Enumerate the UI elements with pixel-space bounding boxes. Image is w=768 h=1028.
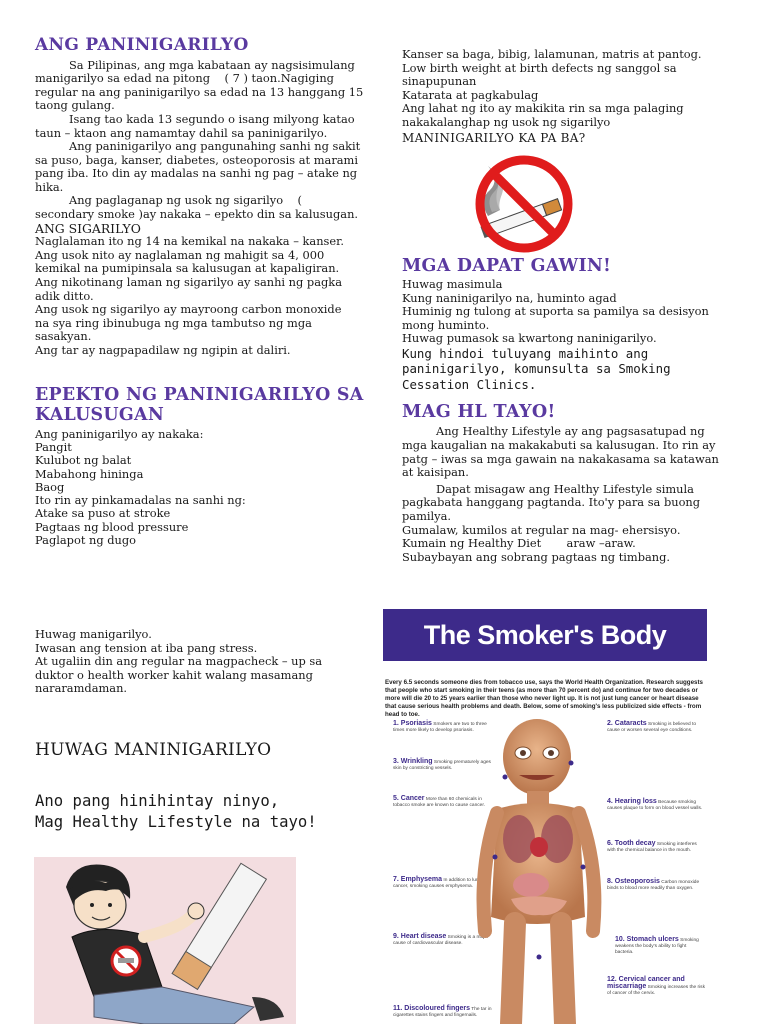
poster-intro: Every 6.5 seconds someone dies from tobacco use, says the World Health Organization. Research suggests that people who start smoking in their teens (as more than 70 percent do) and continue for two decades or more will die 20 to 25 years earlier than those who never light up. It is not just lung cancer or heart disease that cause serious health problems and death. Below, some of smoking's less publicized side effects - from head to toe.	[385, 679, 703, 718]
right-column-top	[402, 48, 742, 145]
heading-huwag-maninigarilyo: HUWAG MANINIGARILYO	[35, 740, 272, 760]
paragraph-cancers: Kanser sa baga, bibig, lalamunan, matris at pantog. Low birth weight at birth defects ng sanggol sa sinapupunan Katarata at pagkabulag Ang lahat ng ito ay makikita rin sa mga palaging nakakalanghap ng usok ng sigarilyo	[402, 47, 702, 129]
list-effects: Ang paninigarilyo ay nakaka: Pangit Kulubot ng balat Mabahong hininga Baog Ito rin ay pinkamadalas na sanhi ng: Atake sa puso at stroke Pagtaas ng blood pressure Paglapot ng dugo	[35, 426, 246, 547]
section-title-dapat-gawin: MGA DAPAT GAWIN!	[402, 256, 612, 276]
paragraph-secondhand: Ang paglaganap ng usok ng sigarilyo ( secondary smoke )ay nakaka – epekto din sa kalusugan.	[35, 193, 359, 222]
closing-block	[35, 791, 375, 833]
poster-item: 5. Cancer More than 60 chemicals in tobacco smoke are known to cause cancer.	[393, 795, 485, 808]
paragraph-deaths: Isang tao kada 13 segundo o isang milyong katao taun – ktaon ang namamtay dahil sa paninigarilyo.	[35, 111, 355, 140]
advice-block	[35, 628, 375, 696]
list-dapat-gawin: Huwag masimula Kung naninigarilyo na, huminto agad Huminig ng tulong at suporta sa pamilya sa desisyon mong huminto. Huwag pumasok sa kwartong naninigarilyo.	[402, 277, 709, 346]
poster-item: 3. Wrinkling Smoking prematurely ages skin by constricting vessels.	[393, 758, 491, 771]
subheading-sigarilyo: ANG SIGARILYO	[35, 220, 141, 236]
no-smoking-sign-icon	[470, 152, 574, 256]
huwag-heading	[35, 740, 375, 760]
paragraph-dapat-misagaw: Dapat misagaw ang Healthy Lifestyle simula pagkabata hanggang pagtanda. Ito'y para sa buong pamilya.	[402, 481, 701, 523]
poster-item: 10. Stomach ulcers Smoking weakens the body's ability to fight bacteria.	[615, 936, 699, 955]
poster-item: 4. Hearing loss Because smoking causes plaque to form on blood vessel walls.	[607, 798, 703, 811]
paragraph-advice: Huwag manigarilyo. Iwasan ang tension at iba pang stress. At ugaliin din ang regular na magpacheck – up sa duktor o health worker kahit walang masamang nararamdaman.	[35, 627, 323, 696]
paragraph-cessation: Kung hindoi tuluyang maihinto ang paninigarilyo, komunsulta sa Smoking Cessation Clinics.	[402, 345, 671, 392]
poster-item: 7. Emphysema In addition to lung cancer, smoking causes emphysema.	[393, 876, 482, 889]
poster-item: 11. Discoloured fingers The tar in cigarettes stains fingers and fingernails.	[393, 1005, 492, 1018]
paragraph-chemicals: Naglalaman ito ng 14 na kemikal na nakaka – kanser. Ang usok nito ay naglalaman ng mahigit sa 4, 000 kemikal na pumipinsala sa kalusugan at kapaligiran. Ang nikotinang laman ng sigarilyo ay sanhi ng pagka adik ditto. Ang usok ng sigarilyo ay mayroong carbon monoxide na sya ring ibinubuga ng mga tambutso ng mga sasakyan. Ang tar ay nagpapadilaw ng ngipin at daliri.	[35, 234, 344, 358]
paragraph-diseases: Ang paninigarilyo ang pangunahing sanhi ng sakit sa puso, baga, kanser, diabetes, osteoporosis at marami pang iba. Ito din ay madalas na sanhi ng pag – atake ng hika.	[35, 139, 361, 194]
cartoon-smoker-illustration	[34, 857, 296, 1024]
question-maninigarilyo: MANINIGARILYO KA PA BA?	[402, 130, 586, 145]
cartoon-smoker-drawing	[34, 857, 296, 1024]
poster-item: 9. Heart disease Smoking is a major cause of cardiovascular disease.	[393, 933, 489, 946]
list-healthy-habits: Gumalaw, kumilos at regular na mag- ehersisyo. Kumain ng Healthy Diet araw –araw. Subaybayan ang sobrang pagtaas ng timbang.	[402, 522, 681, 564]
poster-item: 12. Cervical cancer and miscarriage Smoking increases the risk of cancer of the cervix.	[607, 976, 705, 996]
left-column	[35, 36, 375, 547]
paragraph-healthy-lifestyle: Ang Healthy Lifestyle ay ang pagsasatupad ng mga kaugalian na makakabuti sa kalusugan. Ito rin ay patg – iwas sa mga gawain na nakakasama sa katawan at kaisipan.	[402, 424, 719, 480]
poster-title: The Smoker's Body	[383, 609, 707, 661]
closing-text: Ano pang hinihintay ninyo, Mag Healthy Lifestyle na tayo!	[35, 792, 317, 831]
smokers-body-poster	[381, 609, 707, 1024]
right-column-mid	[402, 256, 748, 564]
smoker-body-figure	[475, 717, 605, 1024]
poster-item: 1. Psoriasis Smokers are two to three times more likely to develop psoriasis.	[393, 720, 487, 733]
poster-item: 2. Cataracts Smoking is believed to cause or worsen several eye conditions.	[607, 720, 697, 733]
section-title-epekto: EPEKTO NG PANINIGARILYO SA KALUSUGAN	[35, 384, 364, 425]
section-title-paninigarilyo: ANG PANINIGARILYO	[35, 35, 249, 55]
poster-item: 6. Tooth decay Smoking interferes with the chemical balance in the mouth.	[607, 840, 697, 853]
paragraph-intro: Sa Pilipinas, ang mga kabataan ay nagsisimulang manigarilyo sa edad na pitong ( 7 ) taon.Nagiging regular na ang paninigarilyo sa edad na 13 hanggang 15 taong gulang.	[35, 57, 364, 113]
poster-item: 8. Osteoporosis Carbon monoxide binds to blood more readily than oxygen.	[607, 878, 700, 891]
section-title-mag-hl: MAG HL TAYO!	[402, 401, 556, 423]
